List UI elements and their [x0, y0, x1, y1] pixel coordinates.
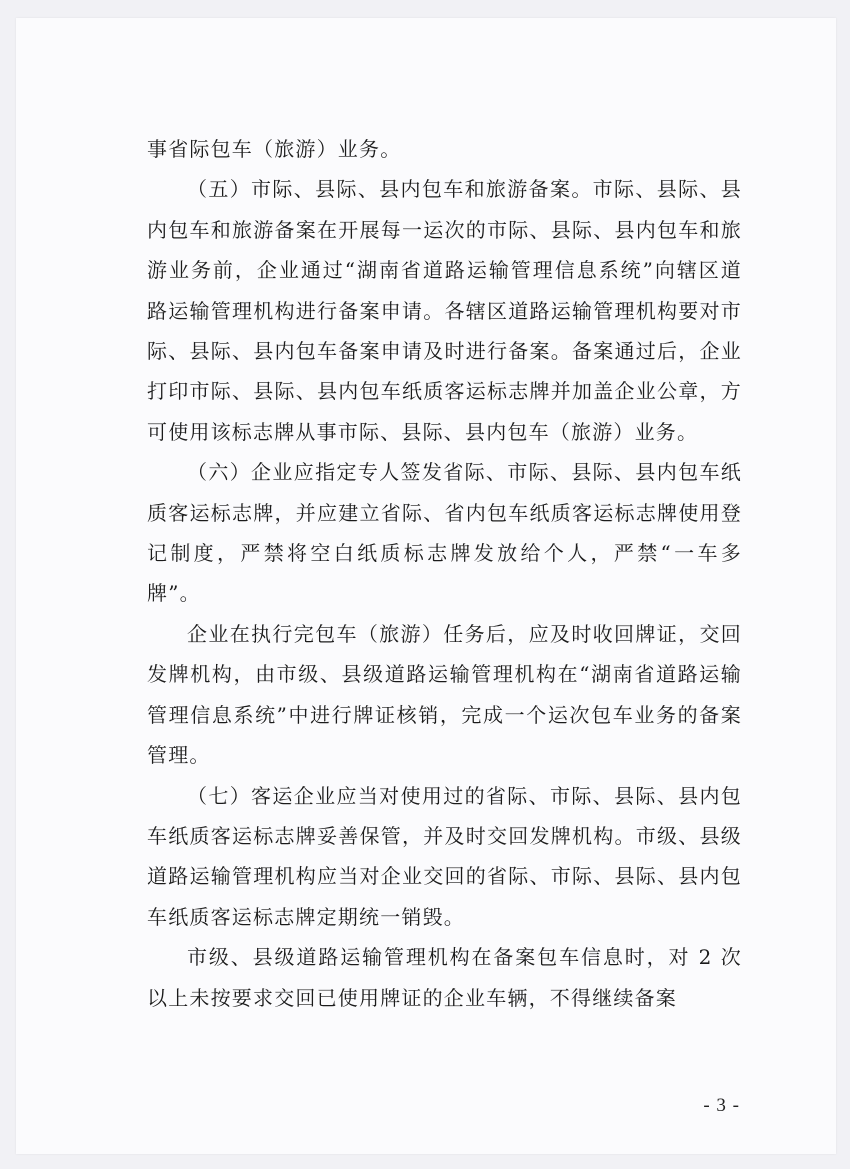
paragraph-section-6: （六）企业应指定专人签发省际、市际、县际、县内包车纸质客运标志牌，并应建立省际、省内包车纸质客运标志牌使用登记制度，严禁将空白纸质标志牌发放给个人，严禁“一车多牌”。 [147, 460, 742, 606]
paragraph-section-7: （七）客运企业应当对使用过的省际、市际、县际、县内包车纸质客运标志牌妥善保管，并及时交回发牌机构。市级、县级道路运输管理机构应当对企业交回的省际、市际、县际、县内包车纸质客运标志牌定期统一销毁。 [147, 783, 742, 929]
paragraph-continuation: 事省际包车（旅游）业务。 [147, 137, 402, 161]
page-number: - 3 - [703, 1095, 740, 1116]
paragraph-return-plates: 企业在执行完包车（旅游）任务后，应及时收回牌证，交回发牌机构，由市级、县级道路运输管理机构在“湖南省道路运输管理信息系统”中进行牌证核销，完成一个运次包车业务的备案管理。 [147, 621, 742, 768]
paragraph-registration-restriction: 市级、县级道路运输管理机构在备案包车信息时，对 2 次以上未按要求交回已使用牌证的企业车辆，不得继续备案 [147, 945, 742, 1010]
document-body [147, 129, 742, 1018]
paragraph-section-5: （五）市际、县际、县内包车和旅游备案。市际、县际、县内包车和旅游备案在开展每一运次的市际、县际、县内包车和旅游业务前，企业通过“湖南省道路运输管理信息系统”向辖区道路运输管理机构进行备案申请。各辖区道路运输管理机构要对市际、县际、县内包车备案申请及时进行备案。备案通过后，企业打印市际、县际、县内包车纸质客运标志牌并加盖企业公章，方可使用该标志牌从事市际、县际、县内包车（旅游）业务。 [147, 177, 742, 444]
